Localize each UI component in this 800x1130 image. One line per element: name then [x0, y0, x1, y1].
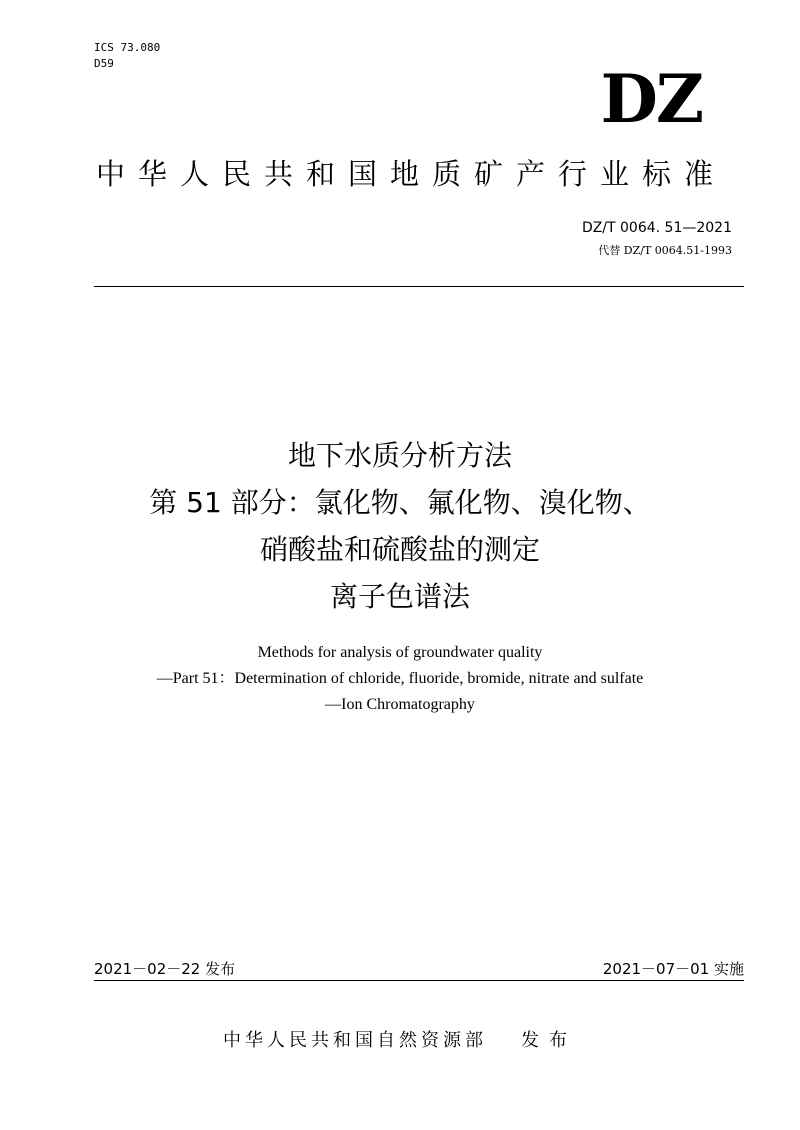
chinese-title-line-1: 地下水质分析方法	[287, 439, 512, 472]
standard-code: DZ/T 0064. 51—2021	[581, 220, 732, 236]
publisher-org: 中华人民共和国自然资源部	[223, 1030, 487, 1051]
publish-action: 发布	[521, 1030, 577, 1051]
english-title-line-3: —Ion Chromatography	[325, 696, 475, 713]
header-divider	[94, 286, 744, 287]
classification-block	[94, 40, 160, 72]
chinese-title-line-2: 第 51 部分：氯化物、氟化物、溴化物、	[149, 486, 651, 519]
replaces-note: 代替 DZ/T 0064.51-1993	[598, 244, 732, 257]
issue-date: 2021－02－22 发布	[94, 960, 236, 978]
ccs-code: D59	[94, 57, 114, 70]
english-title	[0, 640, 800, 718]
chinese-title	[0, 432, 800, 620]
publisher-line	[0, 1028, 800, 1054]
chinese-title-line-3: 硝酸盐和硫酸盐的测定	[259, 533, 540, 566]
standard-type-title: 中华人民共和国地质矿产行业标准	[96, 157, 727, 191]
dz-logo: DZ	[600, 60, 702, 138]
chinese-title-line-4: 离子色谱法	[329, 580, 470, 613]
english-title-line-1: Methods for analysis of groundwater quality	[257, 644, 543, 661]
date-divider	[94, 980, 744, 981]
english-title-line-2: —Part 51：Determination of chloride, fluoride, bromide, nitrate and sulfate	[156, 670, 644, 687]
ics-code: ICS 73.080	[94, 41, 161, 54]
implementation-date: 2021－07－01 实施	[602, 960, 744, 978]
